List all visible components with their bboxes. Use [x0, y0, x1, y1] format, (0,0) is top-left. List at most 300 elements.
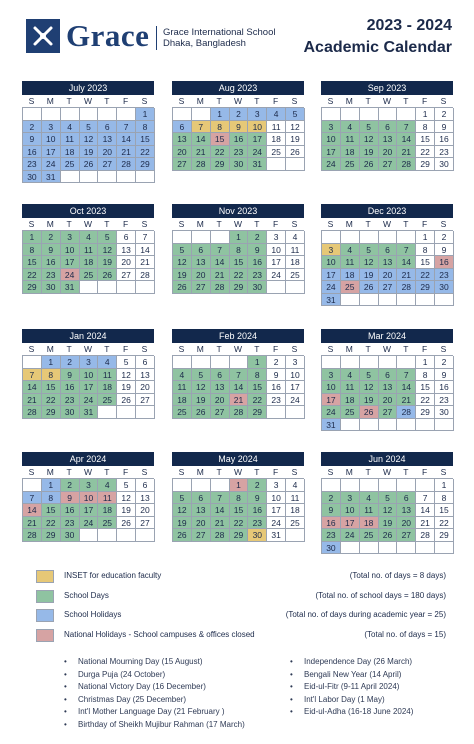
empty-cell [379, 231, 398, 244]
empty-cell [379, 479, 398, 492]
school-info [163, 27, 275, 49]
weekday-label: T [216, 344, 222, 354]
holiday-note-text: Eid-ul-Adha (16-18 June 2024) [304, 707, 414, 716]
weekday-label: F [273, 96, 279, 106]
weekday-label: T [66, 219, 72, 229]
day-cell: 24 [42, 158, 61, 171]
day-grid [22, 230, 154, 294]
day-cell: 8 [211, 121, 230, 134]
day-cell: 14 [117, 133, 136, 146]
weekday-label: W [233, 96, 242, 106]
day-cell: 15 [136, 133, 155, 146]
day-cell: 3 [341, 492, 360, 505]
empty-cell [360, 419, 379, 432]
day-cell: 15 [230, 504, 249, 517]
day-cell: 11 [286, 492, 305, 505]
weekday-label: F [422, 467, 428, 477]
holiday-note-text: National Mourning Day (15 August) [78, 657, 203, 666]
day-cell: 31 [322, 294, 341, 307]
day-cell: 16 [248, 256, 267, 269]
empty-cell [211, 231, 230, 244]
holiday-note [64, 694, 245, 707]
day-cell: 16 [435, 381, 454, 394]
weekday-label: T [403, 344, 409, 354]
day-cell: 25 [360, 529, 379, 542]
day-cell: 20 [379, 269, 398, 282]
day-cell: 4 [360, 492, 379, 505]
legend-swatch [36, 590, 54, 603]
holiday-note-text: Eid-ul-Fitr (9-11 April 2024) [304, 682, 400, 691]
day-cell: 24 [341, 529, 360, 542]
day-cell: 15 [416, 133, 435, 146]
weekday-header [172, 95, 304, 107]
day-cell: 7 [117, 121, 136, 134]
empty-cell [379, 108, 398, 121]
day-cell: 5 [360, 121, 379, 134]
day-cell: 19 [173, 269, 192, 282]
day-cell: 22 [416, 146, 435, 159]
day-cell: 1 [136, 108, 155, 121]
day-cell: 30 [42, 281, 61, 294]
weekday-label: M [196, 344, 204, 354]
empty-cell [397, 108, 416, 121]
empty-cell [360, 479, 379, 492]
day-cell: 11 [341, 256, 360, 269]
school-location: Dhaka, Bangladesh [163, 38, 246, 49]
day-cell: 2 [322, 492, 341, 505]
empty-cell [136, 529, 155, 542]
weekday-label: W [382, 96, 391, 106]
weekday-label: T [66, 344, 72, 354]
weekday-label: M [345, 344, 353, 354]
empty-cell [341, 231, 360, 244]
empty-cell [267, 158, 286, 171]
weekday-label: F [422, 219, 428, 229]
weekday-label: W [382, 219, 391, 229]
day-cell: 15 [435, 504, 454, 517]
weekday-label: T [254, 467, 260, 477]
day-cell: 7 [23, 369, 42, 382]
day-cell: 31 [80, 406, 99, 419]
day-cell: 11 [173, 381, 192, 394]
day-cell: 13 [136, 369, 155, 382]
bullet-icon: • [64, 657, 67, 666]
weekday-label: S [28, 344, 35, 354]
day-cell: 21 [211, 517, 230, 530]
day-cell: 2 [435, 356, 454, 369]
legend-swatch [36, 629, 54, 642]
day-cell: 12 [192, 381, 211, 394]
day-cell: 1 [416, 356, 435, 369]
day-cell: 25 [286, 269, 305, 282]
holiday-note-text: Bengali New Year (14 April) [304, 669, 402, 679]
day-cell: 23 [248, 269, 267, 282]
day-cell: 8 [416, 369, 435, 382]
day-cell: 7 [23, 492, 42, 505]
legend-label: School Days [64, 590, 109, 600]
bullet-icon: • [290, 707, 293, 716]
page-title: Academic Calendar [303, 39, 452, 56]
day-cell: 10 [80, 369, 99, 382]
month-title: Nov 2023 [172, 204, 304, 218]
weekday-label: M [345, 467, 353, 477]
day-cell: 9 [248, 244, 267, 257]
day-cell: 26 [192, 406, 211, 419]
day-cell: 26 [360, 158, 379, 171]
day-cell: 25 [341, 281, 360, 294]
day-cell: 12 [117, 369, 136, 382]
empty-cell [98, 529, 117, 542]
empty-cell [322, 479, 341, 492]
weekday-label: S [178, 219, 185, 229]
day-cell: 14 [397, 133, 416, 146]
month-title: Mar 2024 [321, 329, 453, 343]
weekday-label: M [196, 467, 204, 477]
day-cell: 3 [61, 231, 80, 244]
day-cell: 19 [98, 256, 117, 269]
weekday-label: F [422, 96, 428, 106]
day-cell: 27 [117, 269, 136, 282]
bullet-icon: • [64, 719, 67, 729]
weekday-header [22, 218, 154, 230]
weekday-label: T [104, 96, 110, 106]
day-grid [172, 478, 304, 542]
empty-cell [192, 231, 211, 244]
weekday-label: S [28, 219, 35, 229]
day-cell: 8 [42, 492, 61, 505]
day-cell: 18 [98, 504, 117, 517]
legend-item [36, 609, 446, 623]
day-cell: 22 [416, 269, 435, 282]
bullet-icon: • [64, 669, 67, 679]
day-cell: 6 [173, 121, 192, 134]
day-cell: 4 [286, 231, 305, 244]
day-cell: 29 [23, 281, 42, 294]
legend-label: National Holidays - School campuses & offices closed [64, 629, 255, 639]
day-cell: 26 [173, 281, 192, 294]
day-cell: 10 [267, 492, 286, 505]
day-cell: 17 [341, 517, 360, 530]
day-cell: 24 [267, 517, 286, 530]
day-cell: 18 [173, 394, 192, 407]
day-cell: 18 [98, 381, 117, 394]
day-cell: 23 [61, 517, 80, 530]
empty-cell [80, 171, 99, 184]
weekday-label: S [291, 344, 298, 354]
weekday-label: M [46, 467, 54, 477]
day-cell: 30 [435, 158, 454, 171]
day-cell: 15 [42, 381, 61, 394]
month-calendar [22, 81, 154, 183]
weekday-header [321, 343, 453, 355]
weekday-label: S [28, 96, 35, 106]
weekday-label: S [440, 344, 447, 354]
empty-cell [173, 479, 192, 492]
day-cell: 26 [379, 529, 398, 542]
day-cell: 22 [136, 146, 155, 159]
day-cell: 28 [23, 529, 42, 542]
day-grid [22, 107, 154, 183]
weekday-label: T [254, 344, 260, 354]
day-cell: 13 [397, 504, 416, 517]
day-cell: 25 [341, 158, 360, 171]
day-grid [321, 230, 453, 306]
bullet-icon: • [290, 669, 293, 679]
day-cell: 13 [379, 133, 398, 146]
empty-cell [379, 356, 398, 369]
day-cell: 27 [192, 529, 211, 542]
day-cell: 2 [61, 356, 80, 369]
day-cell: 31 [322, 419, 341, 432]
day-cell: 16 [23, 146, 42, 159]
weekday-label: M [46, 219, 54, 229]
day-cell: 25 [173, 406, 192, 419]
empty-cell [416, 419, 435, 432]
day-cell: 4 [98, 479, 117, 492]
legend-item [36, 570, 446, 584]
day-cell: 6 [117, 231, 136, 244]
empty-cell [322, 108, 341, 121]
weekday-label: M [345, 219, 353, 229]
empty-cell [42, 108, 61, 121]
day-cell: 5 [117, 479, 136, 492]
day-cell: 5 [379, 492, 398, 505]
day-cell: 1 [416, 108, 435, 121]
day-cell: 24 [322, 281, 341, 294]
month-title: May 2024 [172, 452, 304, 466]
empty-cell [80, 108, 99, 121]
day-cell: 8 [23, 244, 42, 257]
weekday-label: T [403, 219, 409, 229]
day-cell: 14 [136, 244, 155, 257]
day-cell: 24 [267, 269, 286, 282]
day-cell: 18 [61, 146, 80, 159]
holiday-note [64, 656, 245, 669]
brand-name: Grace [66, 18, 150, 53]
day-cell: 29 [42, 406, 61, 419]
empty-cell [322, 356, 341, 369]
day-cell: 17 [286, 381, 305, 394]
day-cell: 12 [80, 133, 99, 146]
legend-swatch [36, 570, 54, 583]
empty-cell [435, 542, 454, 555]
day-cell: 4 [98, 356, 117, 369]
day-cell: 5 [173, 492, 192, 505]
day-cell: 11 [341, 133, 360, 146]
holiday-list-left [64, 656, 245, 731]
day-cell: 17 [80, 381, 99, 394]
day-cell: 15 [23, 256, 42, 269]
day-cell: 6 [136, 356, 155, 369]
weekday-label: S [440, 96, 447, 106]
month-title: Sep 2023 [321, 81, 453, 95]
month-title: Aug 2023 [172, 81, 304, 95]
empty-cell [211, 479, 230, 492]
day-cell: 17 [322, 146, 341, 159]
month-calendar [172, 204, 304, 294]
weekday-label: F [273, 344, 279, 354]
empty-cell [136, 281, 155, 294]
day-cell: 28 [117, 158, 136, 171]
empty-cell [416, 542, 435, 555]
weekday-label: T [403, 467, 409, 477]
month-title: Dec 2023 [321, 204, 453, 218]
day-cell: 8 [230, 244, 249, 257]
empty-cell [286, 529, 305, 542]
day-cell: 18 [341, 146, 360, 159]
weekday-label: T [216, 467, 222, 477]
day-cell: 10 [248, 121, 267, 134]
day-cell: 2 [230, 108, 249, 121]
day-cell: 29 [230, 529, 249, 542]
day-cell: 22 [42, 517, 61, 530]
day-cell: 12 [286, 121, 305, 134]
day-cell: 6 [136, 479, 155, 492]
day-cell: 21 [397, 146, 416, 159]
empty-cell [360, 294, 379, 307]
day-cell: 29 [416, 281, 435, 294]
day-cell: 23 [267, 394, 286, 407]
day-cell: 23 [23, 158, 42, 171]
day-cell: 12 [117, 492, 136, 505]
day-cell: 24 [61, 269, 80, 282]
day-cell: 28 [230, 406, 249, 419]
day-cell: 10 [341, 504, 360, 517]
holiday-list-right [290, 656, 413, 719]
day-cell: 2 [435, 108, 454, 121]
weekday-label: T [66, 467, 72, 477]
day-cell: 19 [360, 394, 379, 407]
empty-cell [379, 419, 398, 432]
weekday-label: F [123, 467, 129, 477]
holiday-note-text: Int'l Labor Day (1 May) [304, 694, 385, 704]
weekday-label: S [178, 467, 185, 477]
weekday-label: T [216, 219, 222, 229]
day-cell: 20 [136, 381, 155, 394]
day-cell: 4 [173, 369, 192, 382]
day-cell: 5 [80, 121, 99, 134]
weekday-label: T [365, 219, 371, 229]
day-cell: 16 [435, 256, 454, 269]
day-cell: 16 [435, 133, 454, 146]
day-cell: 31 [61, 281, 80, 294]
day-cell: 7 [416, 492, 435, 505]
day-cell: 11 [267, 121, 286, 134]
weekday-label: S [141, 467, 148, 477]
day-cell: 21 [23, 394, 42, 407]
empty-cell [341, 108, 360, 121]
day-cell: 13 [117, 244, 136, 257]
day-cell: 6 [211, 369, 230, 382]
weekday-label: M [46, 344, 54, 354]
school-name: Grace International School [163, 27, 276, 38]
day-cell: 10 [80, 492, 99, 505]
day-cell: 14 [192, 133, 211, 146]
day-cell: 10 [322, 381, 341, 394]
day-cell: 11 [360, 504, 379, 517]
header [0, 0, 474, 70]
empty-cell [267, 281, 286, 294]
day-cell: 27 [379, 281, 398, 294]
day-cell: 30 [435, 281, 454, 294]
day-cell: 29 [416, 158, 435, 171]
empty-cell [117, 171, 136, 184]
day-cell: 7 [397, 369, 416, 382]
day-cell: 28 [416, 529, 435, 542]
day-cell: 8 [416, 244, 435, 257]
weekday-label: S [178, 96, 185, 106]
empty-cell [192, 108, 211, 121]
day-cell: 21 [192, 146, 211, 159]
day-cell: 15 [230, 256, 249, 269]
day-cell: 21 [117, 146, 136, 159]
weekday-label: T [365, 467, 371, 477]
day-cell: 1 [248, 356, 267, 369]
day-cell: 6 [379, 244, 398, 257]
day-cell: 30 [435, 406, 454, 419]
day-cell: 25 [98, 394, 117, 407]
empty-cell [230, 356, 249, 369]
header-divider [156, 26, 157, 50]
empty-cell [397, 231, 416, 244]
empty-cell [80, 529, 99, 542]
empty-cell [286, 281, 305, 294]
day-cell: 31 [42, 171, 61, 184]
day-cell: 20 [379, 394, 398, 407]
day-cell: 23 [230, 146, 249, 159]
day-cell: 13 [173, 133, 192, 146]
day-cell: 20 [98, 146, 117, 159]
weekday-header [172, 466, 304, 478]
day-cell: 7 [136, 231, 155, 244]
day-cell: 9 [61, 492, 80, 505]
day-cell: 9 [435, 369, 454, 382]
empty-cell [98, 406, 117, 419]
month-calendar [22, 204, 154, 294]
weekday-header [321, 218, 453, 230]
weekday-label: F [123, 219, 129, 229]
day-cell: 5 [360, 369, 379, 382]
day-cell: 22 [211, 146, 230, 159]
holiday-note-text: Christmas Day (25 December) [78, 694, 187, 704]
empty-cell [341, 294, 360, 307]
day-cell: 25 [341, 406, 360, 419]
month-calendar [321, 204, 453, 306]
day-cell: 18 [360, 517, 379, 530]
day-cell: 29 [416, 406, 435, 419]
day-grid [321, 478, 453, 554]
day-cell: 26 [117, 517, 136, 530]
day-cell: 19 [360, 146, 379, 159]
day-cell: 4 [80, 231, 99, 244]
day-cell: 27 [379, 158, 398, 171]
legend-total: (Total no. of days during academic year = 25) [285, 610, 446, 619]
day-cell: 18 [341, 269, 360, 282]
day-cell: 14 [23, 504, 42, 517]
weekday-label: W [83, 344, 92, 354]
month-calendar [172, 452, 304, 542]
day-cell: 17 [248, 133, 267, 146]
weekday-label: W [83, 467, 92, 477]
day-cell: 22 [435, 517, 454, 530]
day-cell: 10 [267, 244, 286, 257]
month-calendar [321, 81, 453, 171]
weekday-header [321, 95, 453, 107]
day-cell: 20 [379, 146, 398, 159]
weekday-label: S [141, 96, 148, 106]
day-cell: 4 [61, 121, 80, 134]
day-cell: 20 [397, 517, 416, 530]
